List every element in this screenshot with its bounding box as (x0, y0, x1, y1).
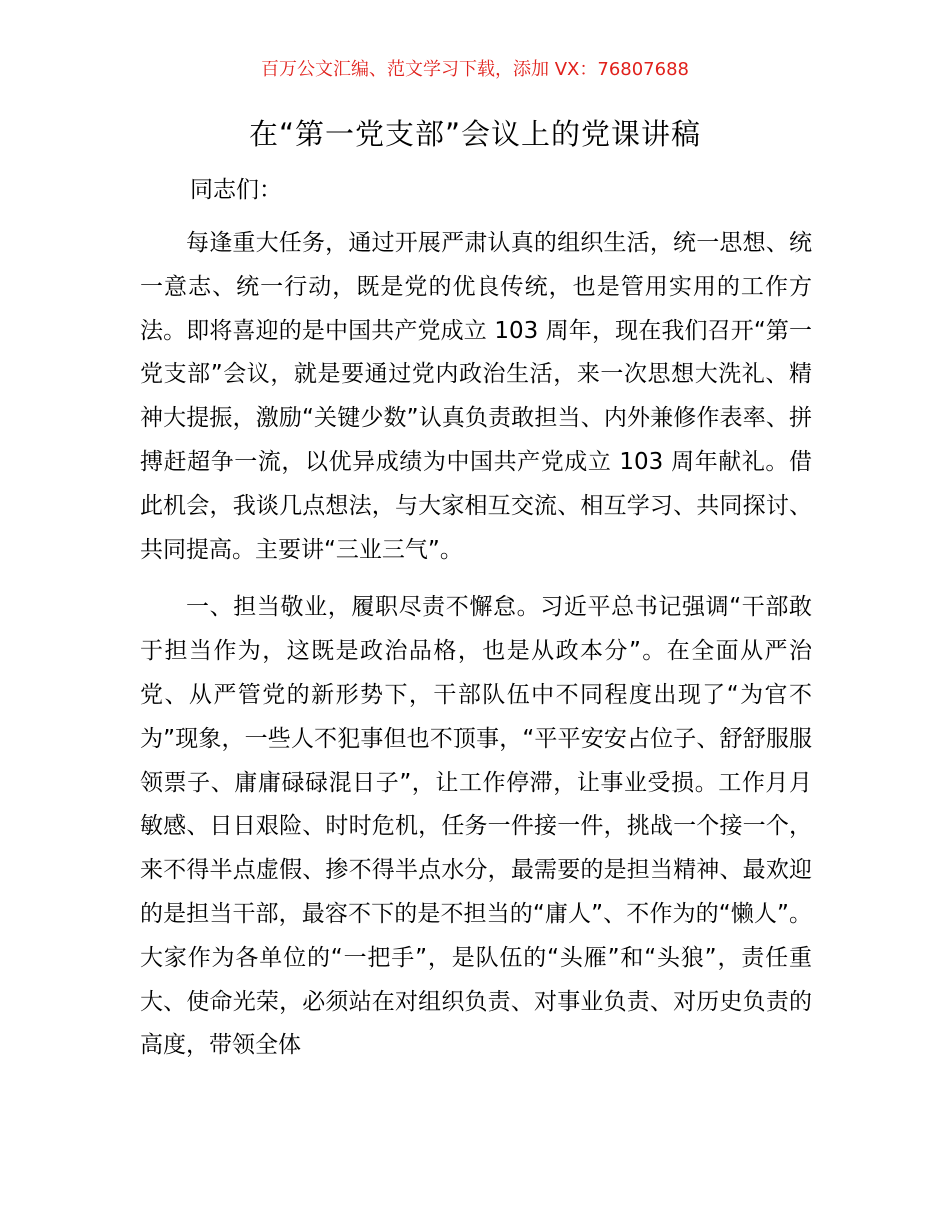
salutation: 同志们： (190, 177, 282, 203)
document-body (140, 222, 812, 1068)
watermark-header: 百万公文汇编、范文学习下载，添加 VX：76807688 (261, 59, 689, 80)
paragraph-section-one: 一、担当敬业，履职尽责不懈怠。习近平总书记强调“干部敢于担当作为，这既是政治品格，也是从政本分”。在全面从严治党、从严管党的新形势下，干部队伍中不同程度出现了“为官不为”现象，一些人不犯事但也不顶事，“平平安安占位子、舒舒服服领票子、庸庸碌碌混日子”，让工作停滞，让事业受损。工作月月敏感、日日艰险、时时危机，任务一件接一件，挑战一个接一个，来不得半点虚假、掺不得半点水分，最需要的是担当精神、最欢迎的是担当干部，最容不下的是不担当的“庸人”、不作为的“懒人”。大家作为各单位的“一把手”，是队伍的“头雁”和“头狼”，责任重大、使命光荣，必须站在对组织负责、对事业负责、对历史负责的高度，带领全体 (140, 594, 812, 1059)
document-title: 在“第一党支部”会议上的党课讲稿 (248, 117, 702, 151)
paragraph-intro: 每逢重大任务，通过开展严肃认真的组织生活，统一思想、统一意志、统一行动，既是党的优良传统，也是管用实用的工作方法。即将喜迎的是中国共产党成立 103 周年，现在我们召开“第一党支部”会议，就是要通过党内政治生活，来一次思想大洗礼、精神大提振，激励“关键少数”认真负责敢担当、内外兼修作表率、拼搏赶超争一流，以优异成绩为中国共产党成立 103 周年献礼。借此机会，我谈几点想法，与大家相互交流、相互学习、共同探讨、共同提高。主要讲“三业三气”。 (140, 230, 812, 563)
